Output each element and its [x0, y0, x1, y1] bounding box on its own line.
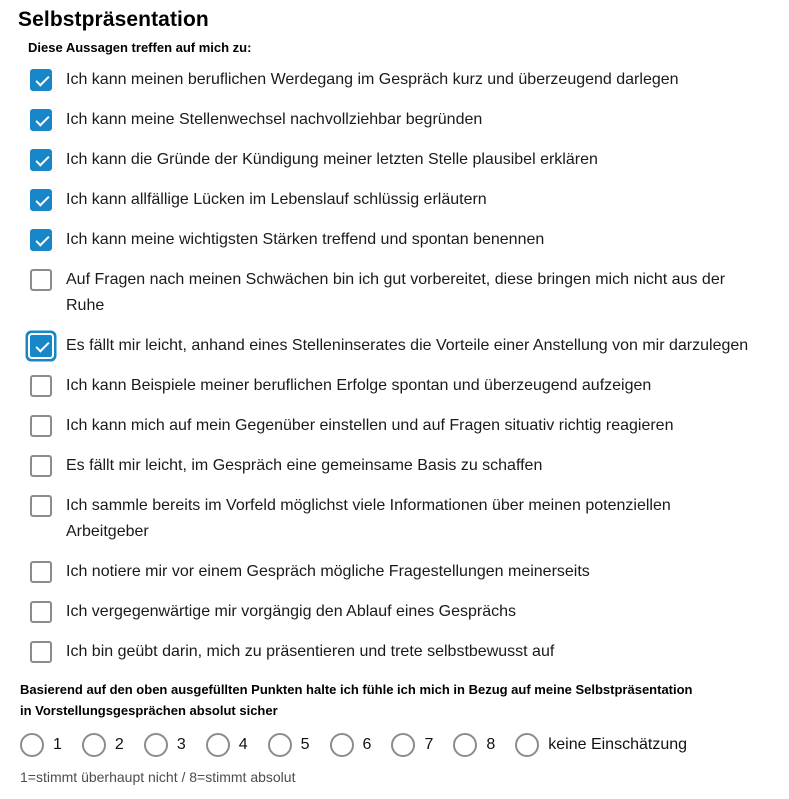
radio-label: 6 — [362, 736, 372, 753]
checkbox-label[interactable]: Ich sammle bereits im Vorfeld möglichst viele Informationen über meinen potenziellen Arbeitgeber — [66, 497, 671, 540]
rating-option[interactable] — [330, 733, 372, 757]
checkbox-label[interactable]: Es fällt mir leicht, im Gespräch eine gemeinsame Basis zu schaffen — [66, 457, 543, 474]
rating-option[interactable] — [453, 733, 495, 757]
radio-circle-icon[interactable] — [144, 733, 168, 757]
checkbox-checked[interactable] — [30, 109, 52, 131]
checkbox-label[interactable]: Es fällt mir leicht, anhand eines Stelleninserates die Vorteile einer Anstellung von mir darzulegen — [66, 337, 749, 354]
radio-label: 4 — [238, 736, 248, 753]
rating-option[interactable] — [82, 733, 124, 757]
rating-option[interactable] — [391, 733, 433, 757]
radio-label: 1 — [53, 736, 62, 753]
checkbox-label[interactable]: Ich notiere mir vor einem Gespräch mögliche Fragestellungen meinerseits — [66, 563, 590, 580]
checkbox-row — [30, 333, 771, 359]
rating-radio-group — [20, 733, 771, 757]
rating-option[interactable] — [144, 733, 186, 757]
checklist — [30, 67, 771, 665]
radio-label: keine Einschätzung — [548, 736, 688, 753]
checkbox-unchecked[interactable] — [30, 415, 52, 437]
checkbox-row — [30, 639, 771, 665]
checkbox-checked[interactable] — [30, 149, 52, 171]
checkbox-row — [30, 599, 771, 625]
radio-circle-icon[interactable] — [82, 733, 106, 757]
scale-hint: 1=stimmt überhaupt nicht / 8=stimmt absolut — [20, 769, 296, 785]
radio-circle-icon[interactable] — [391, 733, 415, 757]
checkbox-label[interactable]: Ich kann die Gründe der Kündigung meiner letzten Stelle plausibel erklären — [66, 151, 598, 168]
checkbox-checked[interactable] — [30, 189, 52, 211]
checkbox-unchecked[interactable] — [30, 495, 52, 517]
checkbox-label[interactable]: Ich kann meine Stellenwechsel nachvollziehbar begründen — [66, 111, 483, 128]
radio-circle-icon[interactable] — [206, 733, 230, 757]
checkbox-row — [30, 267, 771, 319]
checkbox-unchecked[interactable] — [30, 561, 52, 583]
checkbox-checked[interactable] — [30, 229, 52, 251]
checkbox-label[interactable]: Ich kann mich auf mein Gegenüber einstellen und auf Fragen situativ richtig reagieren — [66, 417, 674, 434]
checkbox-label[interactable]: Ich kann meine wichtigsten Stärken treffend und spontan benennen — [66, 231, 545, 248]
checkbox-unchecked[interactable] — [30, 375, 52, 397]
page-title: Selbstpräsentation — [18, 8, 209, 31]
checkbox-row — [30, 187, 771, 213]
checkbox-row — [30, 413, 771, 439]
rating-option[interactable] — [268, 733, 310, 757]
rating-option[interactable] — [515, 733, 687, 757]
checkbox-label[interactable]: Ich kann Beispiele meiner beruflichen Erfolge spontan und überzeugend aufzeigen — [66, 377, 652, 394]
checkbox-unchecked[interactable] — [30, 455, 52, 477]
radio-circle-icon[interactable] — [453, 733, 477, 757]
radio-circle-icon[interactable] — [330, 733, 354, 757]
checkbox-row — [30, 107, 771, 133]
checkbox-unchecked[interactable] — [30, 641, 52, 663]
rating-option[interactable] — [206, 733, 248, 757]
checkbox-row — [30, 67, 771, 93]
radio-circle-icon[interactable] — [20, 733, 44, 757]
checkbox-label[interactable]: Ich vergegenwärtige mir vorgängig den Ablauf eines Gesprächs — [66, 603, 517, 620]
checkbox-label[interactable]: Ich kann allfällige Lücken im Lebenslauf schlüssig erläutern — [66, 191, 487, 208]
checkbox-label[interactable]: Ich kann meinen beruflichen Werdegang im Gespräch kurz und überzeugend darlegen — [66, 71, 679, 88]
checkbox-row — [30, 373, 771, 399]
checklist-subtitle: Diese Aussagen treffen auf mich zu: — [28, 40, 252, 55]
checkbox-row — [30, 227, 771, 253]
radio-label: 2 — [114, 736, 124, 753]
checkbox-checked[interactable] — [30, 69, 52, 91]
checkbox-label[interactable]: Ich bin geübt darin, mich zu präsentieren und trete selbstbewusst auf — [66, 643, 555, 660]
radio-label: 7 — [424, 736, 434, 753]
radio-label: 5 — [300, 736, 310, 753]
checkbox-row — [30, 453, 771, 479]
checkbox-row — [30, 493, 771, 545]
checkbox-row — [30, 147, 771, 173]
radio-label: 8 — [486, 736, 496, 753]
radio-label: 3 — [176, 736, 186, 753]
checkbox-row — [30, 559, 771, 585]
radio-circle-icon[interactable] — [268, 733, 292, 757]
checkbox-unchecked[interactable] — [30, 601, 52, 623]
checkbox-unchecked[interactable] — [30, 269, 52, 291]
rating-option[interactable] — [20, 733, 62, 757]
checkbox-label[interactable]: Auf Fragen nach meinen Schwächen bin ich gut vorbereitet, diese bringen mich nicht aus der Ruhe — [66, 271, 726, 314]
checkbox-checked[interactable] — [30, 335, 52, 357]
radio-circle-icon[interactable] — [515, 733, 539, 757]
rating-question: Basierend auf den oben ausgefüllten Punkten halte ich fühle ich mich in Bezug auf meine Selbstpräsentation in Vorstellungsgesprächen absolut sicher — [20, 682, 693, 718]
